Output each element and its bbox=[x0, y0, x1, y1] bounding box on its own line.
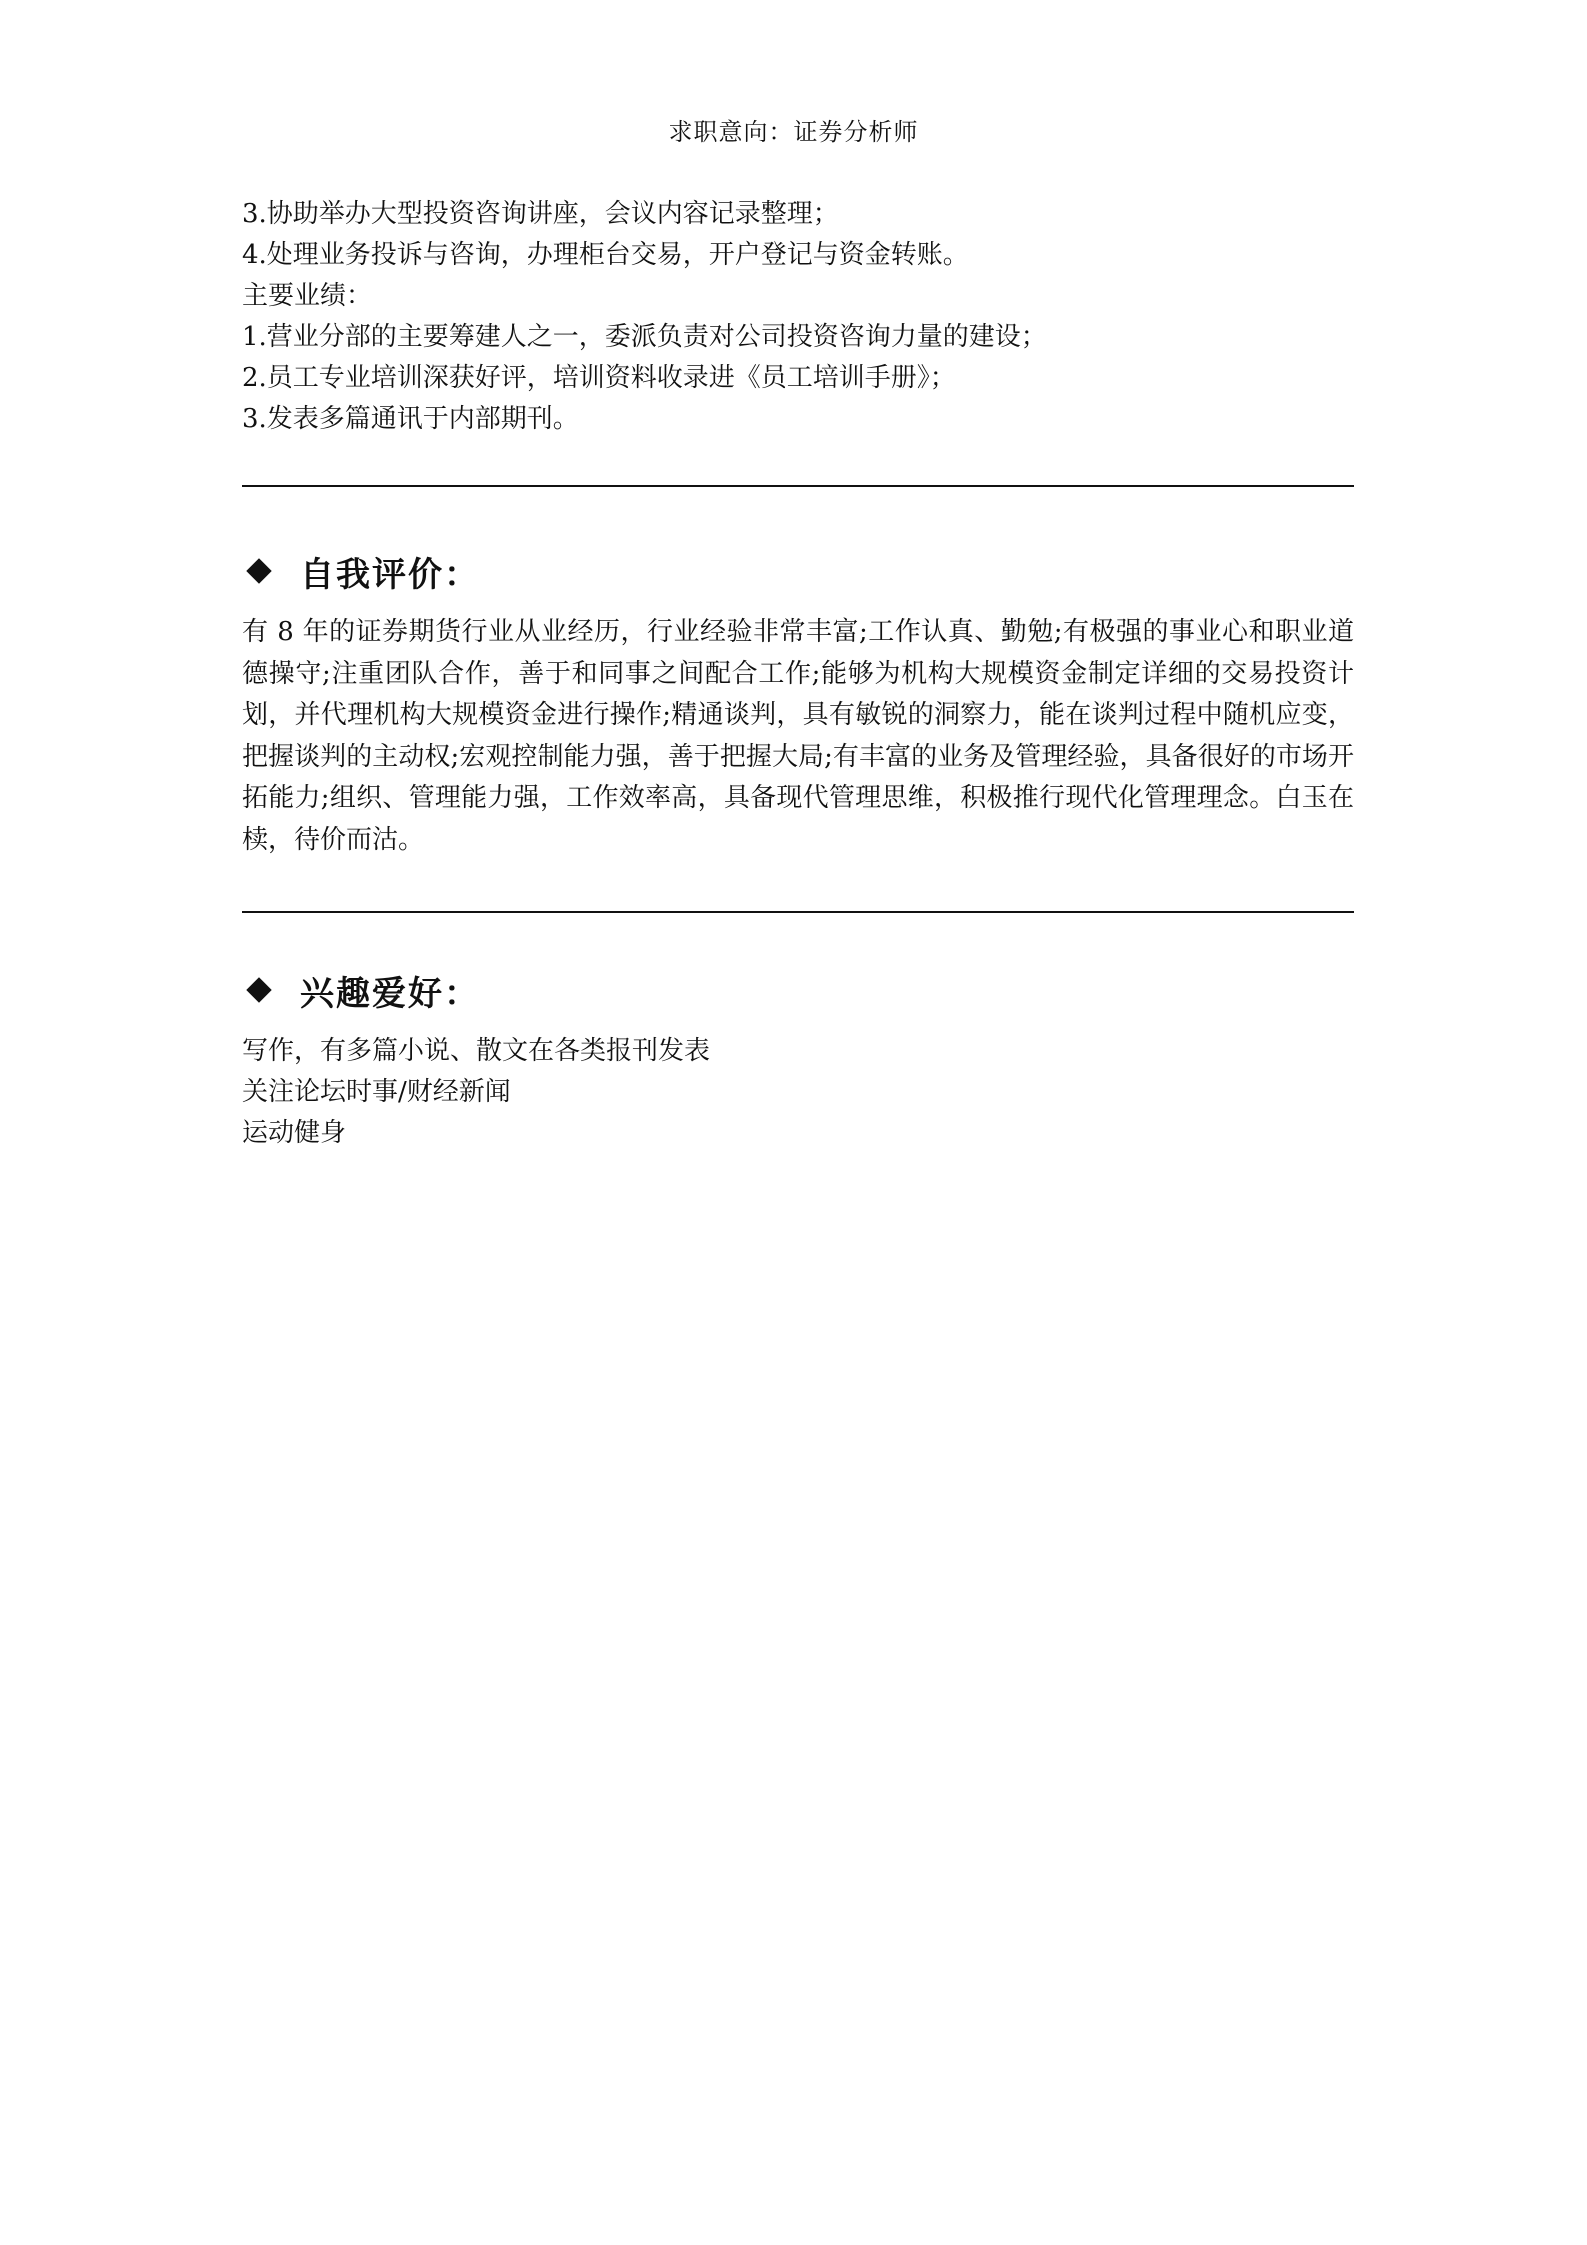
achievements-label: 主要业绩： bbox=[242, 281, 373, 311]
hobby-item: 关注论坛时事/财经新闻 bbox=[242, 1077, 511, 1107]
hobbies-list bbox=[242, 1031, 1354, 1154]
hobbies-heading bbox=[242, 966, 480, 1014]
diamond-bullet-icon bbox=[246, 977, 271, 1002]
section-divider bbox=[242, 911, 1354, 913]
work-line: 2.员工专业培训深获好评，培训资料收录进《员工培训手册》； bbox=[242, 363, 956, 393]
work-line: 3.协助举办大型投资咨询讲座，会议内容记录整理； bbox=[242, 199, 839, 229]
page-header: 求职意向：证券分析师 bbox=[668, 118, 919, 146]
work-line: 3.发表多篇通讯于内部期刊。 bbox=[242, 404, 579, 434]
work-line: 1.营业分部的主要筹建人之一，委派负责对公司投资咨询力量的建设； bbox=[242, 322, 1047, 352]
hobby-item: 写作，有多篇小说、散文在各类报刊发表 bbox=[242, 1036, 711, 1066]
work-experience-continued bbox=[242, 194, 1354, 440]
diamond-bullet-icon bbox=[246, 558, 271, 583]
self-evaluation-body bbox=[242, 612, 1354, 861]
work-line: 4.处理业务投诉与咨询，办理柜台交易，开户登记与资金转账。 bbox=[242, 240, 969, 270]
section-title: 兴趣爱好： bbox=[300, 973, 480, 1014]
self-evaluation-text: 有 8 年的证券期货行业从业经历，行业经验非常丰富;工作认真、勤勉;有极强的事业心和职业道德操守;注重团队合作，善于和同事之间配合工作;能够为机构大规模资金制定详细的交易投资计划，并代理机构大规模资金进行操作;精通谈判，具有敏锐的洞察力，能在谈判过程中随机应变，把握谈判的主动权;宏观控制能力强，善于把握大局;有丰富的业务及管理经验，具备很好的市场开拓能力;组织、管理能力强，工作效率高，具备现代管理思维，积极推行现代化管理理念。白玉在椟，待价而沽。 bbox=[242, 617, 1354, 855]
section-divider bbox=[242, 485, 1354, 487]
self-evaluation-heading bbox=[242, 547, 480, 595]
section-title: 自我评价： bbox=[300, 554, 480, 595]
hobby-item: 运动健身 bbox=[242, 1118, 347, 1148]
